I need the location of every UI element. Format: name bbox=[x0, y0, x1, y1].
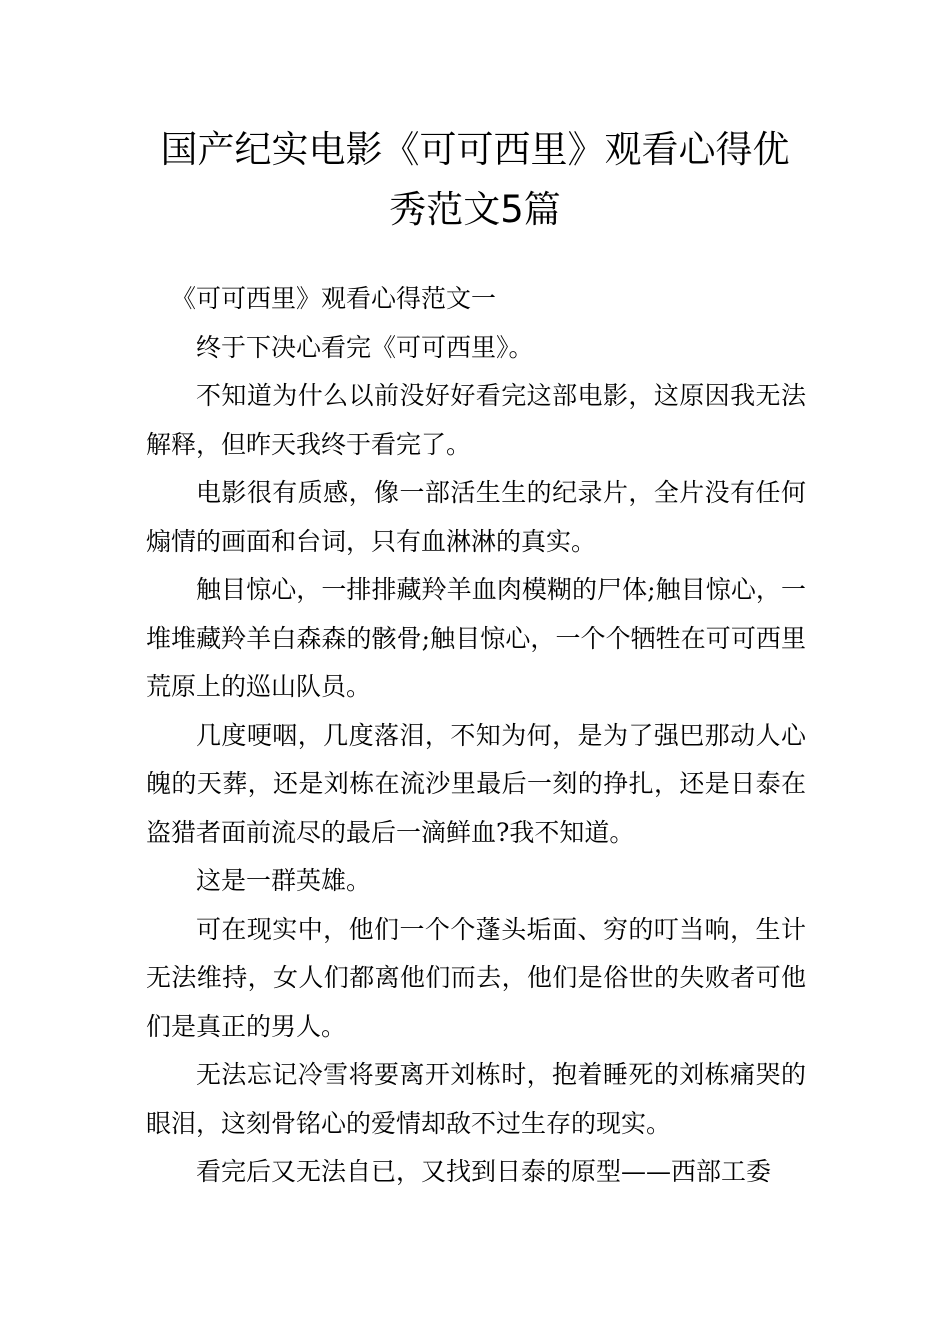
paragraph-6: 这是一群英雄。 bbox=[196, 866, 372, 895]
section-heading: 《可可西里》观看心得范文一 bbox=[171, 284, 497, 313]
document-title-line-2: 秀范文5篇 bbox=[389, 188, 561, 231]
paragraph-7: 可在现实中，他们一个个蓬头垢面、穷的叮当响，生计无法维持，女人们都离他们而去，他们是俗世的失败者可他们是真正的男人。 bbox=[146, 914, 806, 1041]
document-title bbox=[100, 120, 850, 240]
paragraph-2: 不知道为什么以前没好好看完这部电影，这原因我无法解释，但昨天我终于看完了。 bbox=[146, 381, 806, 459]
paragraph-4: 触目惊心，一排排藏羚羊血肉模糊的尸体;触目惊心，一堆堆藏羚羊白森森的骸骨;触目惊心，一个个牺牲在可可西里荒原上的巡山队员。 bbox=[146, 575, 806, 701]
document-body bbox=[146, 275, 806, 1197]
paragraph-5: 几度哽咽，几度落泪，不知为何，是为了强巴那动人心魄的天葬，还是刘栋在流沙里最后一刻的挣扎，还是日泰在盗猎者面前流尽的最后一滴鲜血?我不知道。 bbox=[146, 720, 806, 847]
document-title-line-1: 国产纪实电影《可可西里》观看心得优 bbox=[160, 128, 790, 171]
paragraph-9: 看完后又无法自已，又找到日泰的原型——西部工委 bbox=[196, 1157, 772, 1186]
paragraph-8: 无法忘记冷雪将要离开刘栋时，抱着睡死的刘栋痛哭的眼泪，这刻骨铭心的爱情却敌不过生存的现实。 bbox=[146, 1060, 806, 1138]
paragraph-1: 终于下决心看完《可可西里》。 bbox=[196, 332, 534, 362]
paragraph-3: 电影很有质感，像一部活生生的纪录片，全片没有任何煽情的画面和台词，只有血淋淋的真实。 bbox=[146, 478, 806, 556]
